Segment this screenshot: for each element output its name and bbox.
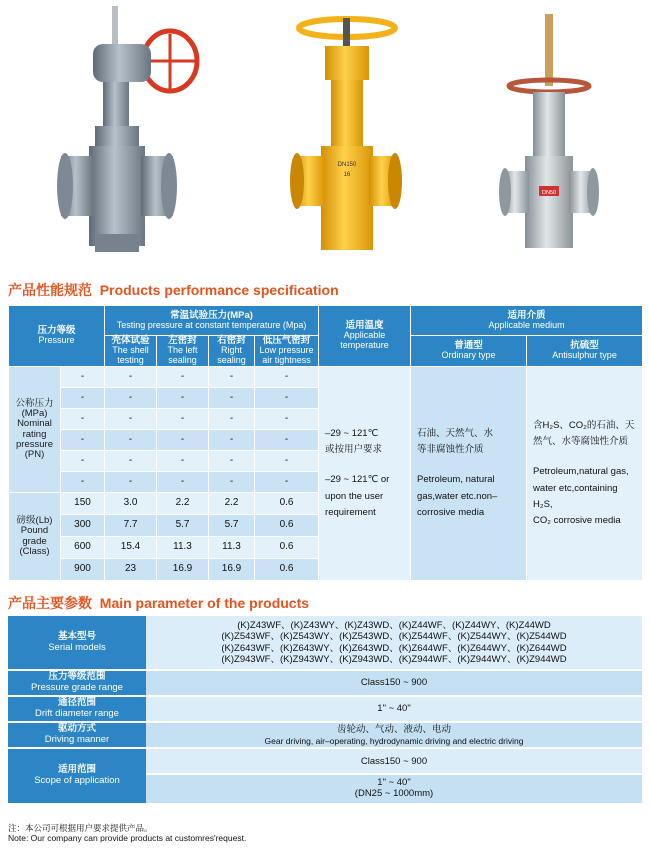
header-pressure-grade: 压力等级 Pressure (9, 306, 105, 367)
table-cell: - (209, 409, 255, 430)
table-cell: - (255, 388, 319, 409)
table-cell: 16.9 (209, 559, 255, 581)
valve-body-marking-dn: DN150 (337, 162, 357, 168)
table-cell: - (157, 388, 209, 409)
scope-value: Class150 ~ 900 1" ~ 40" (DN25 ~ 1000mm) (146, 748, 642, 804)
table-row (9, 367, 643, 388)
table-row (8, 696, 642, 722)
table-cell: - (105, 409, 157, 430)
param-title-en: Main parameter of the products (99, 595, 310, 611)
header-test-pressure: 常温试验压力(MPa) Testing pressure at constant temperature (Mpa) (105, 306, 319, 336)
table-cell: 16.9 (157, 559, 209, 581)
table-cell: 0.6 (255, 559, 319, 581)
table-cell: - (157, 367, 209, 388)
table-cell: - (209, 430, 255, 451)
header-right-sealing: 右密封 Right sealing (209, 336, 255, 367)
table-cell: - (209, 367, 255, 388)
temperature-cell: –29 ~ 121℃ 或按用户要求 –29 ~ 121℃ or upon the user requirement (319, 367, 411, 581)
table-cell: - (209, 388, 255, 409)
antisulphur-medium-cell: 含H₂S、CO₂的石油、天 然气、水等腐蚀性介质 Petroleum,natural gas, water etc,containing H₂S, CO₂ corrosive media (527, 367, 643, 581)
table-cell: - (105, 451, 157, 472)
table-cell: 7.7 (105, 515, 157, 537)
scope-label: 适用范围 Scope of application (8, 748, 146, 804)
performance-spec-table (8, 305, 643, 581)
valve-nameplate: DN50 (541, 190, 557, 196)
table-cell: - (157, 409, 209, 430)
table-cell: 23 (105, 559, 157, 581)
valve-body-marking-pn: 16 (343, 172, 351, 178)
rising-stem-gate-valve-image (495, 6, 605, 261)
table-cell: - (157, 472, 209, 493)
table-cell: 600 (61, 537, 105, 559)
pressure-range-value: Class150 ~ 900 (146, 670, 642, 696)
table-cell: 0.6 (255, 537, 319, 559)
table-cell: - (105, 388, 157, 409)
header-temperature: 适用温度 Applicable temperature (319, 306, 411, 367)
ordinary-medium-cell: 石油、天然气、水 等非腐蚀性介质 Petroleum, natural gas,water etc.non– corrosive media (411, 367, 527, 581)
table-row (8, 748, 642, 804)
nominal-pressure-label: 公称压力 (MPa) Nominal rating pressure (PN) (9, 367, 61, 493)
serial-models-label: 基本型号 Serial models (8, 616, 146, 670)
header-medium: 适用介质 Applicable medium (411, 306, 643, 336)
drift-range-label: 通径范围 Drift diameter range (8, 696, 146, 722)
table-cell: 900 (61, 559, 105, 581)
table-cell: 0.6 (255, 493, 319, 515)
table-cell: - (61, 430, 105, 451)
product-photos (0, 0, 650, 268)
driving-manner-value: 齿轮动、气动、液动、电动 Gear driving, air–operating, hydrodynamic driving and electric driving (146, 722, 642, 748)
header-shell-testing: 壳体试验 The shell testing (105, 336, 157, 367)
table-row (8, 722, 642, 748)
yellow-gate-valve-image (285, 6, 405, 261)
table-cell: - (209, 451, 255, 472)
header-low-pressure: 低压气密封 Low pressure air tightness (255, 336, 319, 367)
table-cell: - (61, 409, 105, 430)
header-antisulphur-type: 抗硫型 Antisulphur type (527, 336, 643, 367)
table-cell: - (105, 367, 157, 388)
table-cell: - (61, 388, 105, 409)
serial-models-value: (K)Z43WF、(K)Z43WY、(K)Z43WD、(K)Z44WF、(K)Z44WY、(K)Z44WD (K)Z543WF、(K)Z543WY、(K)Z543WD、(K)Z544WF、(K)Z544WY、(K)Z544WD (K)Z643WF、(K)Z643WY、(K)Z643WD、(K)Z644WF、(K)Z644WY、(K)Z644WD (K)Z943WF、(K)Z943WY、(K)Z943WD、(K)Z944WF、(K)Z944WY、(K)Z944WD (146, 616, 642, 670)
spec-title-en: Products performance specification (99, 282, 339, 298)
header-ordinary-type: 普通型 Ordinary type (411, 336, 527, 367)
table-cell: - (255, 430, 319, 451)
param-title-zh: 产品主要参数 (8, 595, 92, 611)
table-cell: 0.6 (255, 515, 319, 537)
gear-operated-gate-valve-image (55, 6, 205, 261)
table-cell: - (255, 451, 319, 472)
table-cell: - (105, 430, 157, 451)
main-parameter-table (8, 616, 642, 805)
header-left-sealing: 左密封 The left sealing (157, 336, 209, 367)
table-cell: 5.7 (209, 515, 255, 537)
table-cell: - (157, 451, 209, 472)
table-cell: 3.0 (105, 493, 157, 515)
table-cell: 2.2 (209, 493, 255, 515)
table-cell: 15.4 (105, 537, 157, 559)
table-cell: - (255, 472, 319, 493)
param-section-title (8, 593, 309, 613)
driving-manner-label: 驱动方式 Driving manner (8, 722, 146, 748)
table-cell: 11.3 (157, 537, 209, 559)
table-cell: - (61, 451, 105, 472)
table-cell: 300 (61, 515, 105, 537)
spec-section-title (8, 280, 339, 300)
table-cell: - (61, 472, 105, 493)
table-cell: 150 (61, 493, 105, 515)
footnote (8, 823, 246, 843)
table-row (8, 670, 642, 696)
table-cell: - (255, 367, 319, 388)
table-cell: 2.2 (157, 493, 209, 515)
footnote-en: Note: Our company can provide products at customres'request. (8, 833, 247, 844)
drift-range-value: 1" ~ 40" (146, 696, 642, 722)
table-cell: - (255, 409, 319, 430)
table-row (8, 616, 642, 670)
table-cell: - (157, 430, 209, 451)
table-cell: - (61, 367, 105, 388)
spec-title-zh: 产品性能规范 (8, 282, 92, 298)
footnote-zh: 注：本公司可根据用户要求提供产品。 (8, 823, 153, 833)
pressure-range-label: 压力等级范围 Pressure grade range (8, 670, 146, 696)
table-cell: 11.3 (209, 537, 255, 559)
table-cell: - (105, 472, 157, 493)
table-cell: 5.7 (157, 515, 209, 537)
pound-grade-label: 磅级(Lb) Pound grade (Class) (9, 493, 61, 581)
table-cell: - (209, 472, 255, 493)
